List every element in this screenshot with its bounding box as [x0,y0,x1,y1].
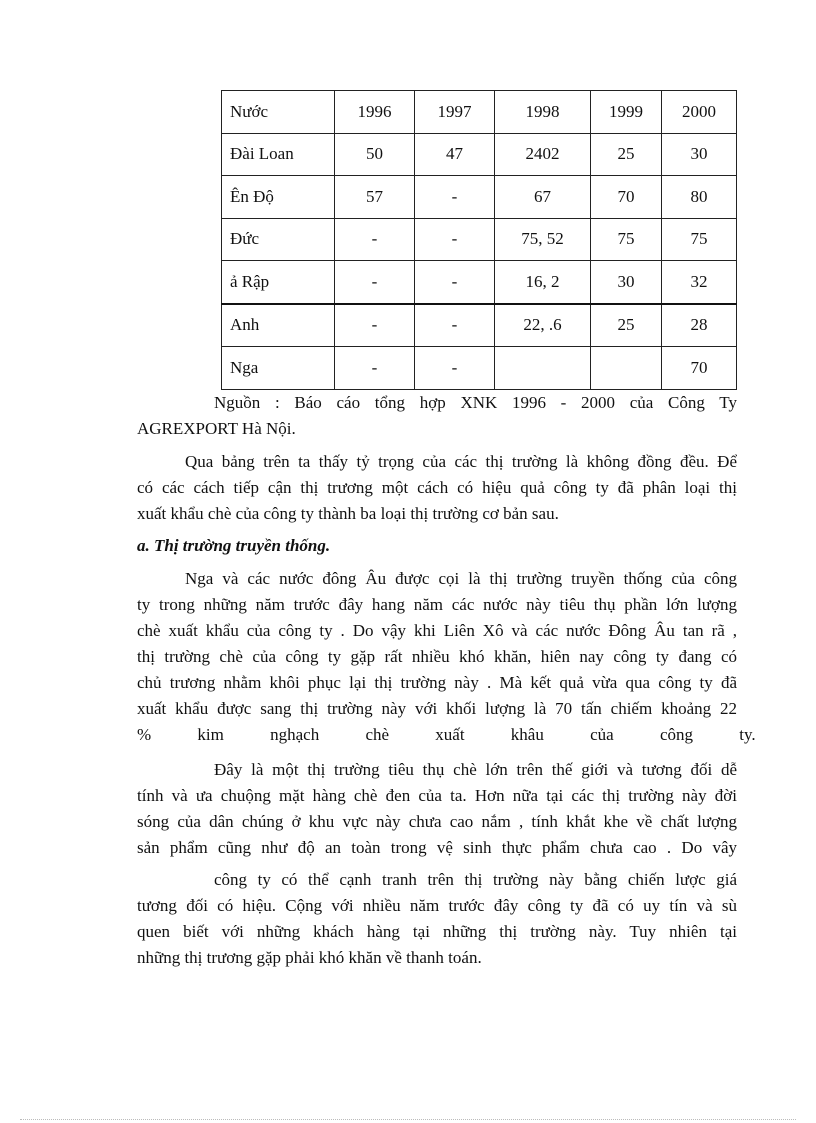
table-cell: - [415,304,495,347]
table-header-cell: 2000 [662,91,737,134]
table-cell: - [415,218,495,261]
text-line: xuất khẩu được sang thị trường này với khối lượng là 70 tấn chiếm khoảng 22 [137,699,737,718]
table-row [222,304,737,347]
table-cell: 75, 52 [495,218,591,261]
body-paragraph-1 [137,566,756,748]
export-volume-table [221,90,737,390]
text-line: Nga và các nước đông Âu được cọi là thị trường truyền thống của công [185,569,737,588]
intro-paragraph [137,449,737,527]
table-cell: - [335,261,415,304]
table-cell: 22, .6 [495,304,591,347]
source-caption [137,390,737,442]
table-header-cell: 1997 [415,91,495,134]
text-line: tính và ưa chuộng mặt hàng chè đen của ta. Hơn nữa tại các thị trường này đời [137,786,737,805]
text-line: xuất khẩu chè của công ty thành ba loại thị trường cơ bản sau. [137,504,559,523]
table-cell: 50 [335,133,415,176]
table-cell: - [415,261,495,304]
table-cell: 30 [662,133,737,176]
table-cell: 2402 [495,133,591,176]
table-cell: 16, 2 [495,261,591,304]
table-cell: Anh [222,304,335,347]
body-paragraph-3 [137,867,737,971]
table-header-cell: Nước [222,91,335,134]
table-cell: 57 [335,176,415,219]
text-line: sản phẩm cũng như độ an toàn trong vệ sinh thực phẩm chưa cao . Do vây [137,838,737,857]
text-line: sóng của dân chúng ở khu vực này chưa cao nắm , tính khắt khe về chất lượng [137,812,737,831]
table-cell: 25 [591,133,662,176]
text-line: Đây là một thị trường tiêu thụ chè lớn trên thế giới và tương đối dễ [214,760,737,779]
text-line: ty trong những năm trước đây hang năm các nước này tiêu thụ phần lớn lượng [137,595,737,614]
table-cell: ả Rập [222,261,335,304]
source-line: Nguồn : Báo cáo tổng hợp XNK 1996 - 2000 của Công Ty [214,393,737,412]
text-line: thị trường chè của công ty gặp rất nhiều khó khăn, hiên nay công ty đang có [137,647,737,666]
table-cell: - [415,176,495,219]
text-line: tương đối có hiệu. Cộng với nhiều năm trước đây công ty đã có uy tín và sù [137,896,737,915]
table-cell: - [335,304,415,347]
text-line: có các cách tiếp cận thị trương một cách có hiệu quả công ty đã phân loại thị [137,478,737,497]
text-line: chè xuất khẩu của công ty . Do vậy khi Liên Xô và các nước Đông Âu tan rã , [137,621,737,640]
source-line: AGREXPORT Hà Nội. [137,419,296,438]
table-cell: - [335,218,415,261]
table-cell: 75 [662,218,737,261]
table-cell: 70 [591,176,662,219]
text-line: công ty có thể cạnh tranh trên thị trường này bằng chiến lược giá [214,870,737,889]
table-row [222,133,737,176]
text-line: % kim nghạch chè xuất khâu của công ty. [137,725,756,744]
table-row [222,261,737,304]
table-header-row [222,91,737,134]
table-cell: 70 [662,347,737,390]
table-header-cell: 1996 [335,91,415,134]
table-cell [591,347,662,390]
table-cell: 67 [495,176,591,219]
table-cell: - [335,347,415,390]
table-header-cell: 1999 [591,91,662,134]
table-cell [495,347,591,390]
body-paragraph-2 [137,757,737,861]
text-line: chủ trương nhằm khôi phục lại thị trường này . Mà kết quả vừa qua công ty đã [137,673,737,692]
table-row [222,218,737,261]
table-cell: 30 [591,261,662,304]
table-cell: 28 [662,304,737,347]
table-cell: - [415,347,495,390]
table-cell: 25 [591,304,662,347]
table-cell: Nga [222,347,335,390]
text-line: quen biết với những khách hàng tại những thị trường này. Tuy nhiên tại [137,922,737,941]
table-cell: 80 [662,176,737,219]
table-cell: Đức [222,218,335,261]
table-row [222,347,737,390]
table-header-cell: 1998 [495,91,591,134]
text-line: những thị trương gặp phải khó khăn về thanh toán. [137,948,482,967]
table-cell: Ên Độ [222,176,335,219]
table-cell: 75 [591,218,662,261]
text-line: Qua bảng trên ta thấy tỷ trọng của các thị trường là không đồng đều. Để [185,452,737,471]
section-heading: a. Thị trường truyền thống. [137,536,331,555]
table-cell: 47 [415,133,495,176]
page-bottom-divider [20,1119,796,1120]
table-cell: 32 [662,261,737,304]
table-cell: Đài Loan [222,133,335,176]
table-row [222,176,737,219]
